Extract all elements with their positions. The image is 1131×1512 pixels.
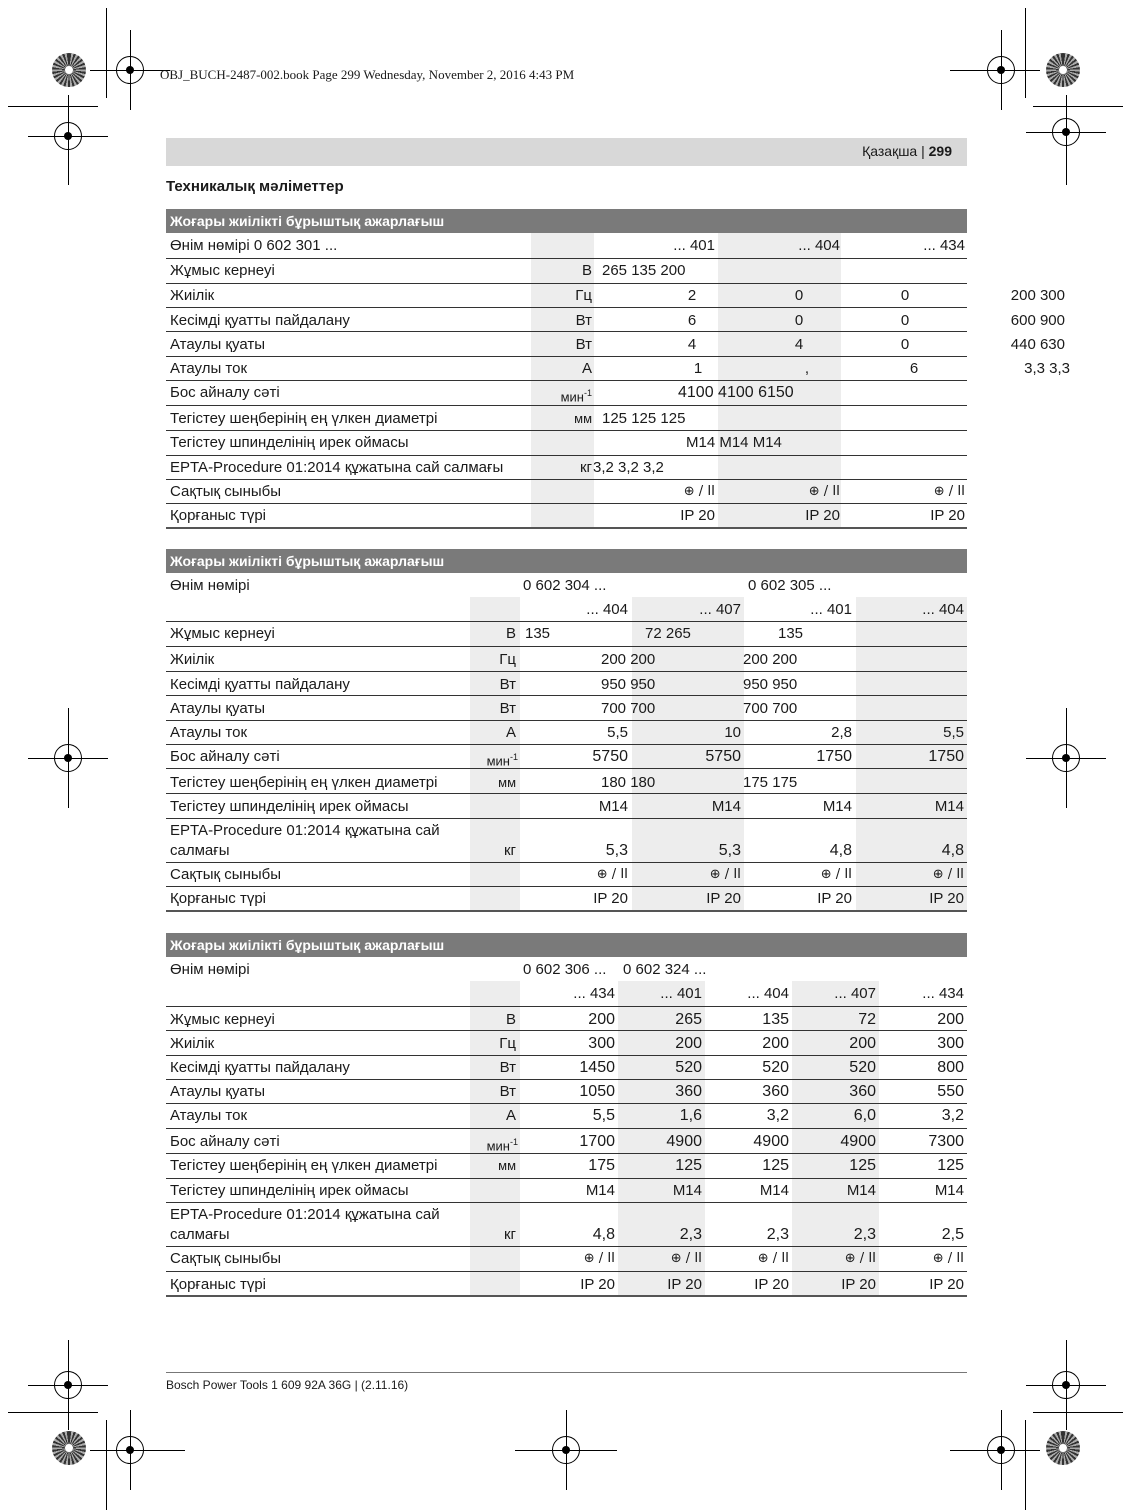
row-label: Өнім нөмірі: [170, 577, 250, 594]
cell: 5,5: [607, 724, 628, 741]
group-number: 0 602 305 ...: [748, 577, 832, 594]
cell: 550: [937, 1083, 964, 1100]
row-values: 125 125 125: [602, 410, 686, 427]
page-number: 299: [928, 143, 952, 159]
cell: 125: [675, 1157, 702, 1174]
row-label: Атаулы қуаты: [170, 1083, 265, 1100]
row-unit: В: [505, 1011, 516, 1028]
footer-text: Bosch Power Tools 1 609 92A 36G | (2.11.16): [166, 1378, 409, 1392]
cell: 950 950: [601, 676, 656, 693]
row-label: Кесімді қуатты пайдалану: [170, 1059, 350, 1076]
cell: M14: [711, 798, 741, 815]
cell: 135: [762, 1011, 789, 1028]
cell: 700 700: [743, 700, 798, 717]
row-label: Тегістеу шеңберінің ең үлкен диаметрі: [170, 1157, 438, 1174]
row-label: Атаулы ток: [170, 724, 248, 741]
cell: 200: [588, 1011, 615, 1028]
cell: 175: [588, 1157, 615, 1174]
cell: 125: [849, 1157, 876, 1174]
cell: IP 20: [930, 507, 965, 524]
table-title: Жоғары жиілікті бұрыштық ажарлағыш: [166, 933, 967, 957]
cell: M14: [846, 1182, 876, 1199]
row-unit: A: [505, 724, 516, 741]
row-label: Жиілік: [170, 1035, 215, 1052]
cell: 200: [849, 1035, 876, 1052]
registration-disc-icon: [52, 53, 86, 87]
cell: 2,8: [831, 724, 852, 741]
row-unit: Вт: [499, 676, 516, 693]
cell: 1: [693, 360, 703, 377]
row-values: 3,2 3,2 3,2: [593, 459, 664, 476]
variant-number: ... 401: [660, 985, 702, 1002]
cell: 1750: [928, 748, 964, 765]
row-label: Тегістеу шпинделінің ирек оймасы: [170, 1182, 409, 1199]
cell: 300: [588, 1035, 615, 1052]
cell: M14: [934, 798, 964, 815]
row-label: Қорғаныс түрі: [170, 1276, 267, 1293]
cell: 520: [762, 1059, 789, 1076]
row-label: Тегістеу шеңберінің ең үлкен диаметрі: [170, 410, 438, 427]
cell: M14: [934, 1182, 964, 1199]
section-title: Техникалық мәліметтер: [166, 178, 344, 195]
row-unit: мин$^{-1}$: [560, 388, 592, 405]
cell: 10: [724, 724, 741, 741]
running-head-language: Қазақша: [862, 143, 918, 159]
cell: 360: [762, 1083, 789, 1100]
cell: 4900: [666, 1133, 702, 1150]
cell: 360: [675, 1083, 702, 1100]
row-label: Кесімді қуатты пайдалану: [170, 312, 350, 329]
cell: 0: [900, 336, 910, 353]
row-label: Жиілік: [170, 287, 215, 304]
row-label: Тегістеу шеңберінің ең үлкен диаметрі: [170, 774, 438, 791]
table-title: Жоғары жиілікті бұрыштық ажарлағыш: [166, 209, 967, 233]
side-values: 600 900: [1010, 312, 1065, 329]
row-label: Бос айналу сәті: [170, 384, 280, 401]
row-label: EPTA-Procedure 01:2014 құжатына сай салмағы: [170, 459, 504, 476]
running-head: Қазақша | 299: [862, 143, 952, 159]
row-label: Бос айналу сәті: [170, 1133, 280, 1150]
cell: IP 20: [754, 1276, 789, 1293]
cell: IP 20: [841, 1276, 876, 1293]
registration-disc-icon: [1046, 1431, 1080, 1465]
row-unit: мм: [574, 411, 592, 426]
protection-class-symbol: ⊕ / II: [933, 484, 965, 499]
row-label: Өнім нөмірі 0 602 301 ...: [170, 237, 338, 254]
side-values: 3,3 3,3: [1024, 360, 1070, 377]
cell: 3,2: [766, 1107, 789, 1124]
variant-number: ... 434: [922, 985, 964, 1002]
row-label: EPTA-Procedure 01:2014 құжатына сай: [170, 822, 440, 839]
cell: 135: [525, 625, 551, 642]
cell: 6: [687, 312, 697, 329]
row-unit: В: [505, 625, 516, 642]
cell: ,: [804, 360, 810, 377]
variant-number: ... 434: [573, 985, 615, 1002]
cell: 950 950: [743, 676, 798, 693]
row-unit: Гц: [575, 287, 592, 304]
cell: 4900: [753, 1133, 789, 1150]
row-label: Жұмыс кернеуі: [170, 625, 275, 642]
cell: 2: [687, 287, 697, 304]
cell: 700 700: [601, 700, 656, 717]
protection-class-symbol: ⊕ / II: [932, 867, 964, 882]
cell: 135: [778, 625, 804, 642]
cell: 200: [762, 1035, 789, 1052]
cell: IP 20: [593, 890, 628, 907]
cell: 1,6: [679, 1107, 702, 1124]
protection-class-symbol: ⊕ / II: [808, 484, 840, 499]
cell: 200 200: [743, 651, 798, 668]
footer-rule: [166, 1372, 967, 1373]
cell: 2,5: [941, 1226, 964, 1243]
row-label: Жұмыс кернеуі: [170, 1011, 275, 1028]
cell: 300: [937, 1035, 964, 1052]
cell: IP 20: [706, 890, 741, 907]
protection-class-symbol: ⊕ / II: [844, 1251, 876, 1266]
row-unit: мин$^{-1}$: [486, 1137, 518, 1154]
row-label: Бос айналу сәті: [170, 748, 280, 765]
protection-class-symbol: ⊕ / II: [596, 867, 628, 882]
registration-disc-icon: [52, 1431, 86, 1465]
variant-number: ... 407: [699, 601, 741, 618]
cell: 2,3: [766, 1226, 789, 1243]
cell: IP 20: [667, 1276, 702, 1293]
cell: 4,8: [941, 842, 964, 859]
protection-class-symbol: ⊕ / II: [670, 1251, 702, 1266]
cell: M14: [672, 1182, 702, 1199]
row-unit: кг: [503, 842, 516, 859]
row-label: Қорғаныс түрі: [170, 507, 267, 524]
cell: 7300: [928, 1133, 964, 1150]
group-number: 0 602 324 ...: [623, 961, 707, 978]
row-label-cont: салмағы: [170, 842, 230, 859]
cell: 5750: [705, 748, 741, 765]
row-label: Өнім нөмірі: [170, 961, 250, 978]
cell: 5,3: [718, 842, 741, 859]
cell: IP 20: [580, 1276, 615, 1293]
cell: 72: [858, 1011, 876, 1028]
protection-class-symbol: ⊕ / II: [757, 1251, 789, 1266]
row-unit: Вт: [499, 1059, 516, 1076]
row-unit: A: [505, 1107, 516, 1124]
row-unit: Вт: [499, 700, 516, 717]
variant-number: ... 434: [923, 237, 965, 254]
cell: 200 200: [601, 651, 656, 668]
row-unit: Вт: [575, 336, 592, 353]
protection-class-symbol: ⊕ / II: [820, 867, 852, 882]
cell: 200: [675, 1035, 702, 1052]
row-unit: Гц: [499, 1035, 516, 1052]
protection-class-symbol: ⊕ / II: [709, 867, 741, 882]
cell: 4,8: [829, 842, 852, 859]
row-label: EPTA-Procedure 01:2014 құжатына сай: [170, 1206, 440, 1223]
group-number: 0 602 306 ...: [523, 961, 607, 978]
cell: 5,5: [943, 724, 964, 741]
print-header: OBJ_BUCH-2487-002.book Page 299 Wednesday, November 2, 2016 4:43 PM: [160, 67, 575, 82]
cell: 125: [937, 1157, 964, 1174]
cell: 175 175: [743, 774, 798, 791]
variant-number: ... 404: [922, 601, 964, 618]
row-label: Атаулы ток: [170, 360, 248, 377]
variant-number: ... 404: [747, 985, 789, 1002]
row-label: Қорғаныс түрі: [170, 890, 267, 907]
row-unit: мм: [498, 1158, 516, 1173]
cell: 5750: [592, 748, 628, 765]
row-label: Тегістеу шпинделінің ирек оймасы: [170, 798, 409, 815]
variant-number: ... 401: [673, 237, 715, 254]
cell: 5,3: [605, 842, 628, 859]
row-label: Сақтық сыныбы: [170, 1250, 282, 1267]
cell: IP 20: [817, 890, 852, 907]
row-unit: мм: [498, 775, 516, 790]
row-values: 265 135 200: [602, 262, 686, 279]
cell: IP 20: [929, 1276, 964, 1293]
group-number: 0 602 304 ...: [523, 577, 607, 594]
table-title: Жоғары жиілікті бұрыштық ажарлағыш: [166, 549, 967, 573]
cell: M14: [598, 798, 628, 815]
cell: 180 180: [601, 774, 656, 791]
protection-class-symbol: ⊕ / II: [932, 1251, 964, 1266]
row-label-cont: салмағы: [170, 1226, 230, 1243]
cell: 200: [937, 1011, 964, 1028]
cell: 2,3: [679, 1226, 702, 1243]
row-label: Атаулы қуаты: [170, 336, 265, 353]
row-unit: Вт: [575, 312, 592, 329]
variant-number: ... 404: [586, 601, 628, 618]
cell: 1050: [579, 1083, 615, 1100]
row-label: Жұмыс кернеуі: [170, 262, 275, 279]
cell: M14: [585, 1182, 615, 1199]
cell: 0: [794, 312, 804, 329]
variant-number: ... 404: [798, 237, 840, 254]
registration-disc-icon: [1046, 53, 1080, 87]
cell: IP 20: [680, 507, 715, 524]
row-label: Сақтық сыныбы: [170, 483, 282, 500]
row-unit: Гц: [499, 651, 516, 668]
cell: 1450: [579, 1059, 615, 1076]
cell: 800: [937, 1059, 964, 1076]
row-values: 4100 4100 6150: [678, 384, 794, 401]
cell: 72 265: [645, 625, 691, 642]
cell: 125: [762, 1157, 789, 1174]
cell: 360: [849, 1083, 876, 1100]
protection-class-symbol: ⊕ / II: [683, 484, 715, 499]
cell: 0: [900, 312, 910, 329]
cell: M14: [822, 798, 852, 815]
row-unit: A: [581, 360, 592, 377]
row-label: Атаулы ток: [170, 1107, 248, 1124]
cell: 2,3: [853, 1226, 876, 1243]
row-unit: мин$^{-1}$: [486, 752, 518, 769]
side-values: 440 630: [1010, 336, 1065, 353]
row-label: Атаулы қуаты: [170, 700, 265, 717]
cell: 6: [909, 360, 919, 377]
cell: 0: [900, 287, 910, 304]
cell: 0: [794, 287, 804, 304]
cell: 265: [675, 1011, 702, 1028]
cell: IP 20: [805, 507, 840, 524]
cell: 4: [687, 336, 697, 353]
row-values: M14 M14 M14: [686, 434, 782, 451]
cell: 1700: [579, 1133, 615, 1150]
cell: 6,0: [853, 1107, 876, 1124]
row-label: Сақтық сыныбы: [170, 866, 282, 883]
cell: 3,2: [941, 1107, 964, 1124]
row-label: Тегістеу шпинделінің ирек оймасы: [170, 434, 409, 451]
cell: M14: [759, 1182, 789, 1199]
row-unit: кг: [503, 1226, 516, 1243]
cell: 4900: [840, 1133, 876, 1150]
cell: 520: [675, 1059, 702, 1076]
variant-number: ... 401: [810, 601, 852, 618]
cell: 1750: [816, 748, 852, 765]
cell: 5,5: [592, 1107, 615, 1124]
variant-number: ... 407: [834, 985, 876, 1002]
row-unit: кг: [579, 459, 592, 476]
row-label: Жиілік: [170, 651, 215, 668]
row-unit: В: [581, 262, 592, 279]
cell: IP 20: [929, 890, 964, 907]
cell: 4: [794, 336, 804, 353]
row-label: Кесімді қуатты пайдалану: [170, 676, 350, 693]
row-unit: Вт: [499, 1083, 516, 1100]
cell: 4,8: [592, 1226, 615, 1243]
cell: 520: [849, 1059, 876, 1076]
protection-class-symbol: ⊕ / II: [583, 1251, 615, 1266]
side-values: 200 300: [1010, 287, 1065, 304]
